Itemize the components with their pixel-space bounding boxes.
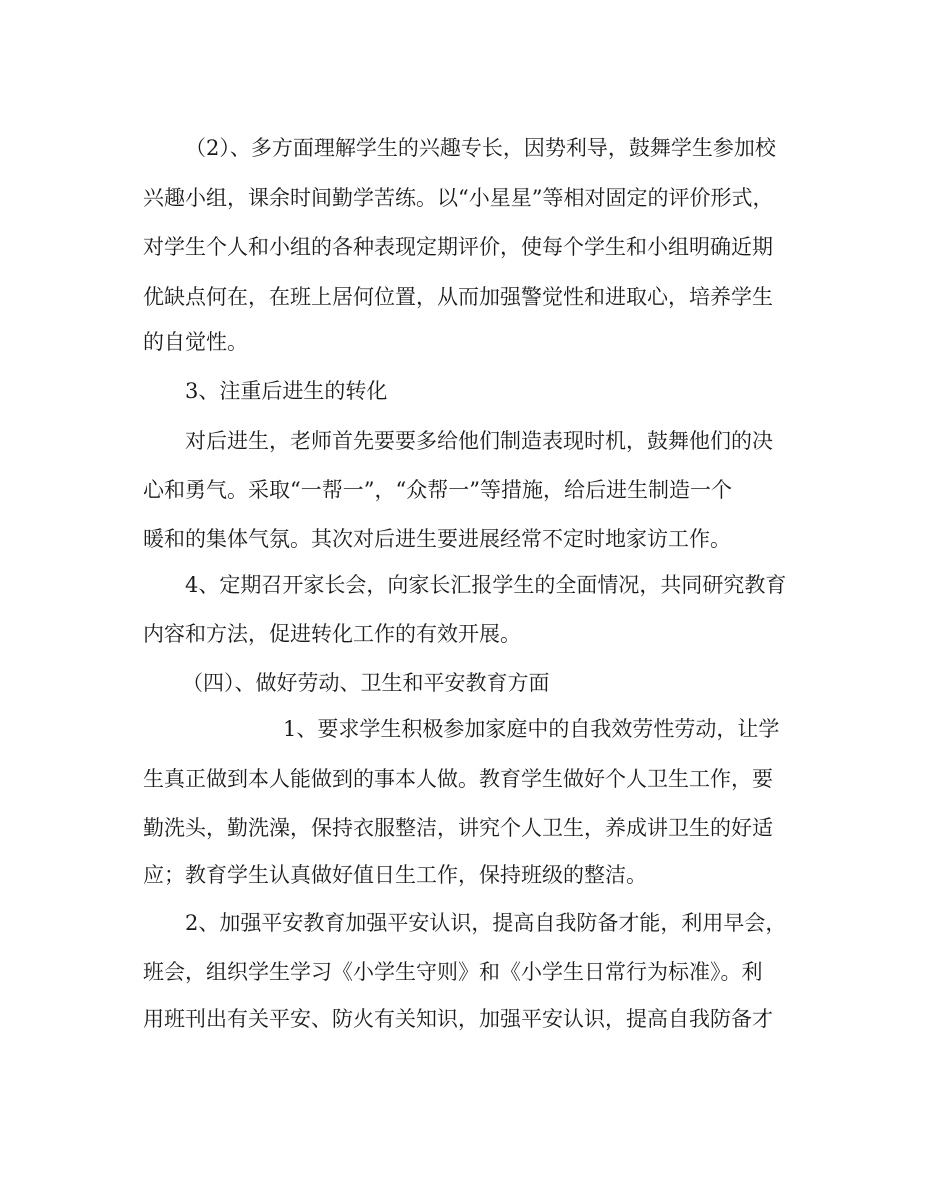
section-heading: 3、注重后进生的转化 [185,379,388,403]
text-line: 2、加强平安教育加强平安认识，提高自我防备才能，利用早会， [185,911,787,935]
text-line: 优缺点何在，在班上居何位置，从而加强警觉性和进取心，培养学生 [143,285,773,309]
text-line: （2）、多方面理解学生的兴趣专长，因势利导，鼓舞学生参加校 [185,136,776,160]
text-line: 的自觉性。 [143,330,248,354]
text-line: 1、要求学生积极参加家庭中的自我效劳性劳动，让学 [283,717,780,741]
text-line: 用班刊出有关平安、防火有关知识，加强平安认识，提高自我防备才 [143,1007,773,1031]
text-line: 对后进生，老师首先要要多给他们制造表现时机，鼓舞他们的决 [185,429,773,453]
text-line: 暖和的集体气氛。其次对后进生要进展经常不定时地家访工作。 [143,527,731,551]
text-line: 内容和方法，促进转化工作的有效开展。 [143,622,521,646]
text-line: 生真正做到本人能做到的事本人做。教育学生做好个人卫生工作，要 [143,767,773,791]
text-line: 4、定期召开家长会，向家长汇报学生的全面情况，共同研究教育 [185,573,787,597]
text-line: 应；教育学生认真做好值日生工作，保持班级的整洁。 [143,863,647,887]
text-line: 心和勇气。采取“一帮一”，“众帮一”等措施，给后进生制造一个 [143,478,732,502]
text-line: 班会，组织学生学习《小学生守则》和《小学生日常行为标准》。利 [143,960,763,984]
text-line: 兴趣小组，课余时间勤学苦练。以“小星星”等相对固定的评价形式， [143,186,774,210]
section-heading: （四）、做好劳动、卫生和平安教育方面 [182,671,550,695]
text-line: 对学生个人和小组的各种表现定期评价，使每个学生和小组明确近期 [143,235,773,259]
text-line: 勤洗头，勤洗澡，保持衣服整洁，讲究个人卫生，养成讲卫生的好适 [143,816,773,840]
